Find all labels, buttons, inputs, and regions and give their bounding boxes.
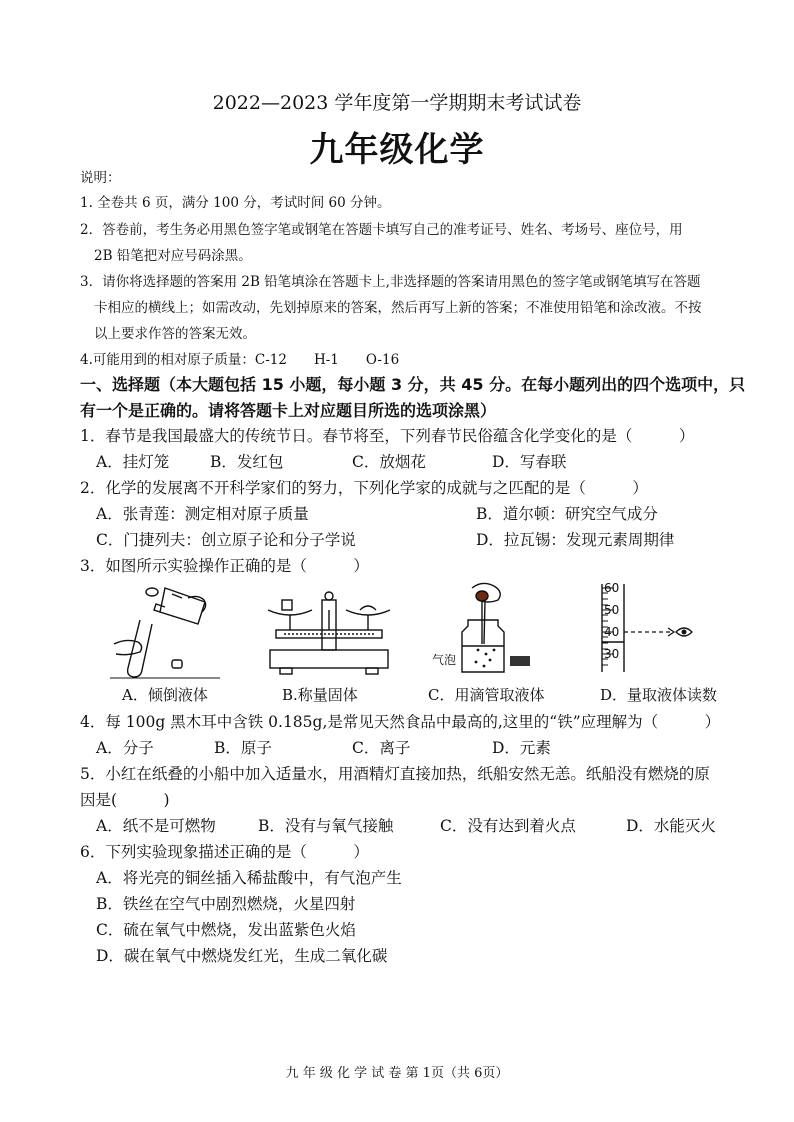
figure-pouring-liquid — [110, 580, 220, 680]
q4-option-d: D．元素 — [492, 739, 551, 757]
question-1: 1．春节是我国最盛大的传统节日。春节将至，下列春节民俗蕴含化学变化的是（ ） — [80, 427, 695, 445]
exam-subtitle: 2022—2023 学年度第一学期期末考试试卷 — [212, 92, 582, 114]
section-heading-cont: 有一个是正确的。请将答题卡上对应题目所选的选项涂黑） — [80, 401, 497, 420]
q2-option-d: D．拉瓦锡：发现元素周期律 — [476, 531, 675, 549]
notes-label: 说明： — [80, 170, 121, 186]
q5-option-c: C．没有达到着火点 — [440, 817, 576, 835]
figure-dropper — [432, 580, 542, 680]
q1-option-c: C．放烟花 — [352, 453, 426, 471]
scale-40: 40 — [604, 625, 620, 639]
question-5-cont: 因是( ) — [80, 791, 170, 809]
q1-option-d: D．写春联 — [492, 453, 567, 471]
page-footer: 九 年 级 化 学 试 卷 第 1页（共 6页） — [285, 1066, 509, 1081]
q2-option-c: C．门捷列夫：创立原子论和分子学说 — [96, 531, 356, 549]
q3-option-a: A．倾倒液体 — [122, 686, 208, 704]
q6-option-b: B．铁丝在空气中剧烈燃烧，火星四射 — [96, 895, 356, 913]
q3-option-d: D．量取液体读数 — [600, 686, 718, 704]
question-4: 4．每 100g 黑木耳中含铁 0.185g,是常见天然食品中最高的,这里的“铁”应理解为（ ） — [80, 713, 721, 731]
q1-option-a: A．挂灯笼 — [96, 453, 170, 471]
figure-balance — [262, 580, 397, 680]
page-title: 九年级化学 — [309, 130, 485, 170]
note-1: 1. 全卷共 6 页，满分 100 分，考试时间 60 分钟。 — [80, 195, 391, 211]
question-2: 2．化学的发展离不开科学家们的努力，下列化学家的成就与之匹配的是（ ） — [80, 479, 648, 497]
q2-option-b: B．道尔顿：研究空气成分 — [476, 505, 658, 523]
note-4: 4.可能用到的相对原子质量：C-12 H-1 O-16 — [80, 352, 400, 368]
question-6: 6．下列实验现象描述正确的是（ ） — [80, 843, 369, 861]
q6-option-d: D．碳在氧气中燃烧发红光，生成二氧化碳 — [96, 947, 388, 965]
q1-option-b: B．发红包 — [210, 453, 284, 471]
section-heading: 一、选择题（本大题包括 15 小题，每小题 3 分，共 45 分。在每小题列出的四个选项中，只 — [80, 375, 746, 394]
note-2: 2．答卷前，考生务必用黑色签字笔或钢笔在答题卡填写自己的准考证号、姓名、考场号、座位号，用 — [80, 222, 683, 238]
q2-option-a: A．张青莲：测定相对原子质量 — [96, 505, 309, 523]
q5-option-b: B．没有与氧气接触 — [258, 817, 394, 835]
q4-option-c: C．离子 — [352, 739, 411, 757]
bubble-label: 气泡 — [432, 653, 457, 667]
q6-option-c: C．硫在氧气中燃烧，发出蓝紫色火焰 — [96, 921, 356, 939]
q3-option-c: C．用滴管取液体 — [428, 686, 545, 704]
q6-option-a: A．将光亮的铜丝插入稀盐酸中，有气泡产生 — [96, 869, 402, 887]
q3-option-b: B.称量固体 — [282, 686, 358, 704]
note-3-cont-2: 以上要求作答的答案无效。 — [94, 326, 256, 342]
note-3: 3．请你将选择题的答案用 2B 铅笔填涂在答题卡上,非选择题的答案请用黑色的签字笔或钢笔填写在答题 — [80, 274, 701, 290]
question-5: 5．小红在纸叠的小船中加入适量水，用酒精灯直接加热，纸船安然无恙。纸船没有燃烧的原 — [80, 765, 710, 783]
scale-60: 60 — [604, 581, 620, 595]
q4-option-a: A．分子 — [96, 739, 154, 757]
note-3-cont-1: 卡相应的横线上；如需改动，先划掉原来的答案，然后再写上新的答案；不准使用铅笔和涂改液。不按 — [94, 300, 702, 316]
q5-option-a: A．纸不是可燃物 — [96, 817, 216, 835]
note-2-cont: 2B 铅笔把对应号码涂黑。 — [94, 248, 252, 264]
question-3: 3．如图所示实验操作正确的是（ ） — [80, 557, 369, 575]
q4-option-b: B．原子 — [214, 739, 272, 757]
scale-50: 50 — [604, 603, 620, 617]
q5-option-d: D．水能灭火 — [626, 817, 716, 835]
figure-cylinder-reading — [596, 580, 706, 680]
scale-30: 30 — [604, 647, 620, 661]
